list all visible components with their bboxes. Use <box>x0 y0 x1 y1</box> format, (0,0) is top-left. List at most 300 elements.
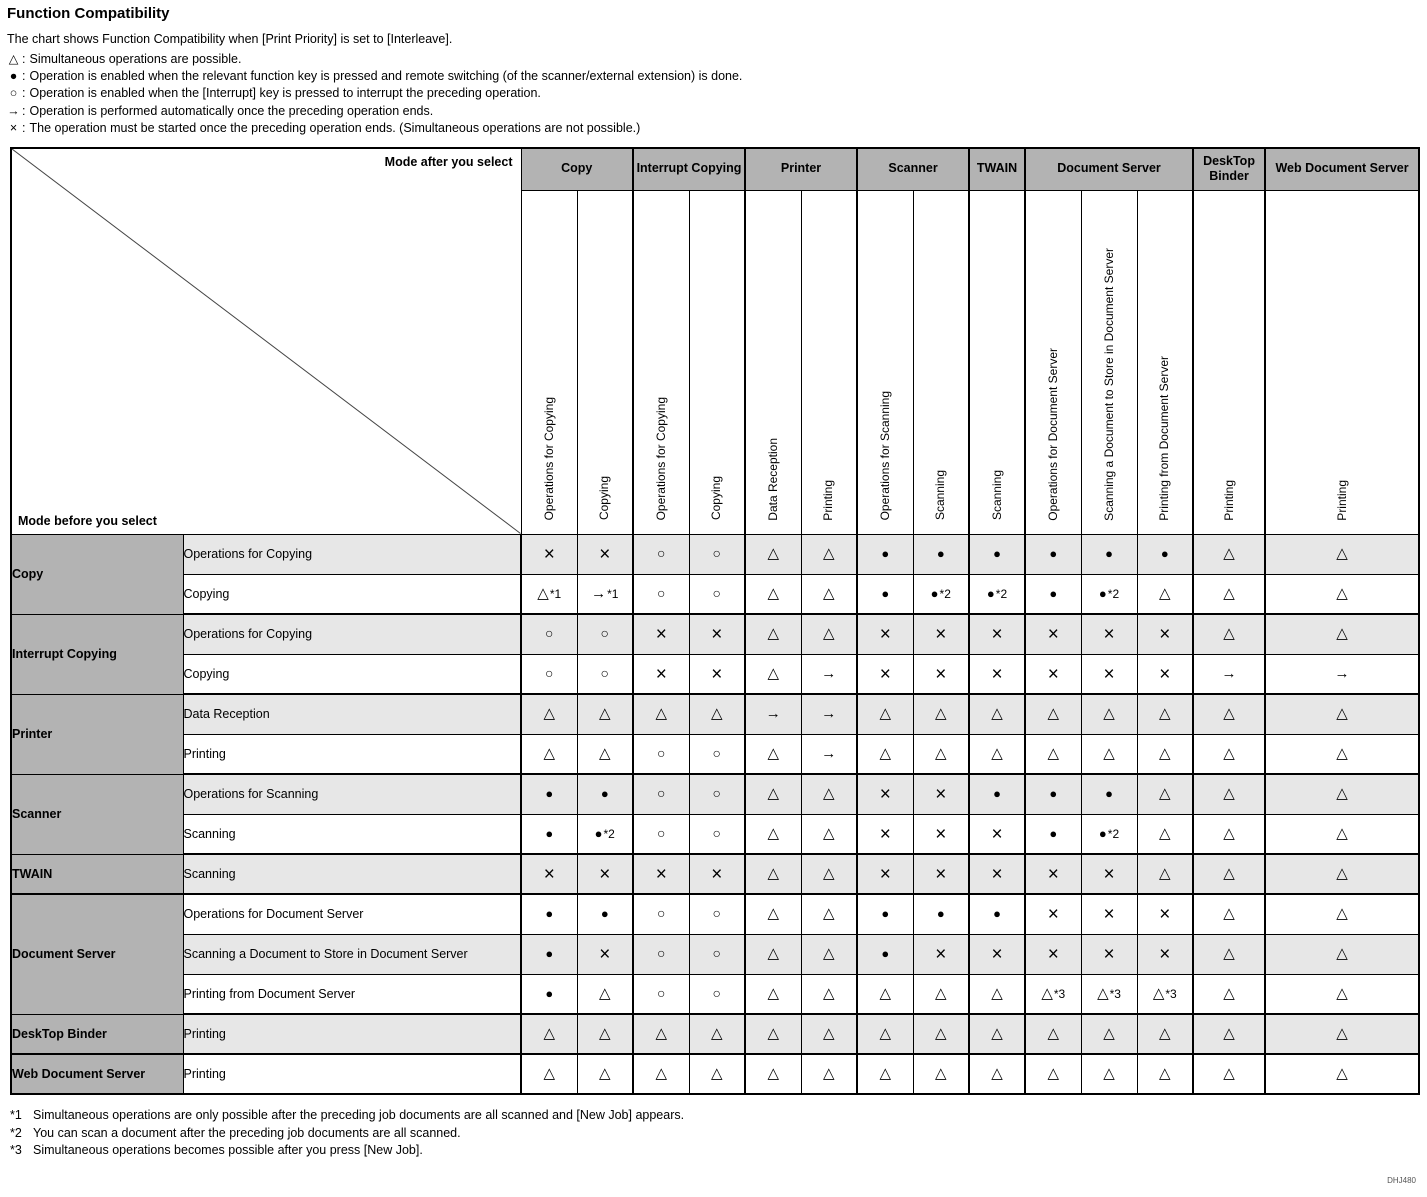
matrix-cell <box>1025 614 1081 654</box>
column-header-operations-for-scanning <box>857 190 913 534</box>
matrix-cell <box>857 1054 913 1094</box>
header-row <box>11 148 1419 190</box>
matrix-cell <box>969 574 1025 614</box>
compat-symbol-tri: △ <box>1223 865 1235 883</box>
compat-symbol-tri: △ <box>823 785 835 803</box>
compat-symbol-arr: → <box>821 705 837 723</box>
footnote-marker: *1 <box>10 1108 22 1123</box>
matrix-row <box>11 894 1419 934</box>
matrix-cell <box>633 1014 689 1054</box>
matrix-cell <box>521 1014 577 1054</box>
compat-symbol-tri: △ <box>1159 744 1171 762</box>
matrix-cell <box>801 734 857 774</box>
matrix-cell <box>857 974 913 1014</box>
compat-symbol-arr: → <box>1221 664 1237 682</box>
row-label: Operations for Copying <box>183 614 521 654</box>
compat-symbol-x: × <box>991 944 1003 966</box>
compat-symbol-dot: ● <box>545 985 554 1001</box>
compat-symbol-dot: ● <box>986 585 995 601</box>
compat-symbol-x: × <box>655 663 667 685</box>
matrix-cell <box>633 894 689 934</box>
compat-symbol-tri: △ <box>543 705 556 723</box>
matrix-row <box>11 974 1419 1014</box>
compat-symbol-circ: ○ <box>657 545 666 562</box>
matrix-cell <box>1081 614 1137 654</box>
matrix-cell <box>521 894 577 934</box>
compat-symbol-tri: △ <box>1159 824 1171 842</box>
compat-symbol-dot: ● <box>881 585 890 601</box>
compat-symbol-tri: △ <box>710 1025 723 1043</box>
document-code: DHJ480 <box>1387 1176 1416 1185</box>
matrix-cell <box>1193 854 1265 894</box>
matrix-cell <box>801 654 857 694</box>
compat-symbol-dot: ● <box>1098 825 1107 841</box>
compat-symbol-dot: ● <box>1049 546 1058 562</box>
compat-symbol-tri: △ <box>823 865 835 883</box>
compat-symbol-tri: △ <box>823 545 835 563</box>
compat-symbol-tri: △ <box>1159 1065 1171 1083</box>
matrix-cell <box>969 974 1025 1014</box>
matrix-cell <box>857 694 913 734</box>
matrix-cell <box>633 694 689 734</box>
compat-symbol-tri: △ <box>1097 984 1109 1002</box>
compat-symbol-tri: △ <box>991 1025 1003 1043</box>
matrix-cell <box>689 734 745 774</box>
compat-symbol-x: × <box>935 624 947 646</box>
matrix-cell <box>745 814 801 854</box>
matrix-cell <box>913 734 969 774</box>
matrix-cell <box>633 814 689 854</box>
matrix-cell <box>857 734 913 774</box>
row-group-document-server: Document Server <box>11 894 183 1014</box>
compat-symbol-dot: ● <box>600 786 609 802</box>
row-label: Operations for Document Server <box>183 894 521 934</box>
matrix-cell <box>577 814 633 854</box>
compat-symbol-dot: ● <box>936 546 945 562</box>
matrix-cell <box>1081 774 1137 814</box>
compat-symbol-dot: ● <box>881 946 890 962</box>
compat-symbol-tri: △ <box>767 865 780 883</box>
column-header-printing <box>801 190 857 534</box>
matrix-cell <box>1025 974 1081 1014</box>
compat-symbol-tri: △ <box>1336 1025 1348 1043</box>
compat-symbol-tri: △ <box>1047 744 1060 762</box>
legend-separator: : <box>22 86 26 101</box>
column-group-desktop-binder: DeskTop Binder <box>1193 148 1265 190</box>
compat-symbol-dot: ● <box>1160 546 1169 562</box>
compat-symbol-circ: ○ <box>545 625 554 642</box>
compat-symbol-x: × <box>935 823 947 845</box>
matrix-cell <box>1025 574 1081 614</box>
matrix-cell <box>1137 854 1193 894</box>
footnote-text: Simultaneous operations are only possible after the preceding job documents are all scanned and [New Job] appears. <box>33 1108 685 1123</box>
matrix-cell <box>689 1014 745 1054</box>
legend-separator: : <box>22 103 26 118</box>
matrix-cell <box>857 614 913 654</box>
compat-symbol-tri: △ <box>935 1025 947 1043</box>
row-label: Scanning <box>183 854 521 894</box>
matrix-cell <box>1025 534 1081 574</box>
compat-symbol-dot: ● <box>600 906 609 922</box>
compat-symbol-circ: ○ <box>657 945 666 962</box>
column-header-text: Printing <box>821 479 836 521</box>
compat-symbol-tri: △ <box>1336 945 1348 963</box>
row-label: Operations for Copying <box>183 534 521 574</box>
compat-symbol-x: × <box>1047 663 1059 685</box>
compat-symbol-tri: △ <box>1223 785 1235 803</box>
matrix-cell <box>1265 854 1419 894</box>
compat-symbol-x: × <box>991 624 1003 646</box>
compat-symbol-x: × <box>879 823 891 845</box>
compat-symbol-circ: ○ <box>657 744 666 761</box>
matrix-cell <box>1265 934 1419 974</box>
compat-symbol-x: × <box>879 624 891 646</box>
matrix-cell <box>1081 934 1137 974</box>
matrix-cell <box>521 774 577 814</box>
matrix-cell <box>745 934 801 974</box>
matrix-cell <box>801 894 857 934</box>
matrix-cell <box>745 974 801 1014</box>
legend-text: Operation is enabled when the relevant function key is pressed and remote switching (of the scanner/external extension) is done. <box>29 69 743 84</box>
matrix-cell <box>1193 574 1265 614</box>
legend-symbol: ● <box>9 69 18 84</box>
matrix-cell <box>1265 894 1419 934</box>
matrix-cell <box>521 694 577 734</box>
column-header-operations-for-copying <box>633 190 689 534</box>
compat-symbol-tri: △ <box>1159 1025 1171 1043</box>
compat-symbol-tri: △ <box>1223 1065 1235 1083</box>
compat-symbol-arr: → <box>765 705 781 723</box>
compat-symbol-tri: △ <box>879 1065 892 1083</box>
footnote <box>10 1142 1427 1160</box>
compat-symbol-x: × <box>879 864 891 886</box>
compat-symbol-tri: △ <box>1103 1065 1115 1083</box>
compat-symbol-tri: △ <box>1159 584 1171 602</box>
compat-symbol-circ: ○ <box>600 625 609 642</box>
compat-symbol-circ: ○ <box>657 984 666 1001</box>
compat-symbol-x: × <box>1047 864 1059 886</box>
legend-symbol: → <box>7 103 20 118</box>
matrix-cell <box>577 574 633 614</box>
compat-symbol-x: × <box>879 663 891 685</box>
matrix-cell <box>969 1054 1025 1094</box>
diagonal-corner-cell <box>11 148 521 534</box>
compat-symbol-dot: ● <box>930 585 939 601</box>
matrix-cell <box>969 1014 1025 1054</box>
column-group-printer: Printer <box>745 148 857 190</box>
matrix-cell <box>1025 894 1081 934</box>
compat-symbol-tri: △ <box>598 744 611 762</box>
compat-symbol-tri: △ <box>991 744 1003 762</box>
matrix-cell <box>745 774 801 814</box>
matrix-row <box>11 654 1419 694</box>
matrix-cell <box>913 694 969 734</box>
matrix-cell <box>689 854 745 894</box>
compat-symbol-circ: ○ <box>600 664 609 681</box>
matrix-cell <box>633 734 689 774</box>
row-group-printer: Printer <box>11 694 183 774</box>
footnote-ref: *1 <box>607 586 619 601</box>
matrix-cell <box>1137 694 1193 734</box>
matrix-cell <box>577 654 633 694</box>
compat-symbol-tri: △ <box>767 984 780 1002</box>
compat-symbol-tri: △ <box>655 1025 668 1043</box>
matrix-cell <box>913 534 969 574</box>
compat-symbol-dot: ● <box>594 825 603 841</box>
column-group-scanner: Scanner <box>857 148 969 190</box>
row-group-web-document-server: Web Document Server <box>11 1054 183 1094</box>
column-header-scanning-a-document-to-store-in-document-server <box>1081 190 1137 534</box>
column-group-twain: TWAIN <box>969 148 1025 190</box>
compat-symbol-circ: ○ <box>712 584 721 601</box>
matrix-cell <box>969 774 1025 814</box>
legend-item <box>7 85 1427 102</box>
matrix-cell <box>1193 734 1265 774</box>
compat-symbol-tri: △ <box>1223 705 1235 723</box>
matrix-row <box>11 814 1419 854</box>
compat-symbol-x: × <box>543 864 555 886</box>
compat-symbol-tri: △ <box>1223 945 1235 963</box>
footnote-ref: *1 <box>549 586 562 601</box>
column-header-operations-for-document-server <box>1025 190 1081 534</box>
compat-symbol-circ: ○ <box>657 584 666 601</box>
footnote-text: You can scan a document after the preceding job documents are all scanned. <box>33 1125 461 1140</box>
footnote-ref: *3 <box>1109 986 1121 1001</box>
compat-symbol-tri: △ <box>1103 705 1115 723</box>
compat-symbol-x: × <box>991 823 1003 845</box>
matrix-cell <box>913 854 969 894</box>
matrix-cell <box>969 854 1025 894</box>
compat-symbol-tri: △ <box>823 945 835 963</box>
column-header-text: Scanning a Document to Store in Document Server <box>1101 247 1116 521</box>
compat-symbol-x: × <box>599 544 611 566</box>
matrix-cell <box>801 614 857 654</box>
row-label: Data Reception <box>183 694 521 734</box>
column-header-text: Operations for Document Server <box>1045 347 1060 521</box>
compat-symbol-circ: ○ <box>712 905 721 922</box>
matrix-cell <box>1265 574 1419 614</box>
column-header-copying <box>577 190 633 534</box>
legend-separator: : <box>22 52 26 66</box>
compat-symbol-tri: △ <box>1223 545 1235 563</box>
intro-text: The chart shows Function Compatibility when [Print Priority] is set to [Interleave]. <box>7 32 453 46</box>
matrix-cell <box>521 614 577 654</box>
compat-symbol-tri: △ <box>1223 744 1235 762</box>
matrix-cell <box>633 574 689 614</box>
matrix-cell <box>689 654 745 694</box>
column-header-text: Scanning <box>989 470 1004 521</box>
matrix-cell <box>913 814 969 854</box>
compat-symbol-dot: ● <box>881 546 890 562</box>
matrix-cell <box>1137 894 1193 934</box>
matrix-cell <box>1025 654 1081 694</box>
compat-symbol-circ: ○ <box>657 905 666 922</box>
compat-symbol-tri: △ <box>1223 905 1235 923</box>
compat-symbol-tri: △ <box>991 705 1003 723</box>
matrix-cell <box>577 1054 633 1094</box>
compat-symbol-tri: △ <box>598 1065 611 1083</box>
row-label: Printing <box>183 1014 521 1054</box>
matrix-cell <box>1081 654 1137 694</box>
matrix-cell <box>969 814 1025 854</box>
compat-symbol-tri: △ <box>1159 865 1171 883</box>
matrix-cell <box>689 574 745 614</box>
column-header-text: Printing from Document Server <box>1157 355 1172 521</box>
compat-symbol-arr: → <box>821 664 837 682</box>
matrix-cell <box>913 894 969 934</box>
compat-symbol-x: × <box>655 864 667 886</box>
compat-symbol-tri: △ <box>823 984 835 1002</box>
matrix-cell <box>913 774 969 814</box>
compat-symbol-x: × <box>991 663 1003 685</box>
matrix-cell <box>1025 1054 1081 1094</box>
matrix-cell <box>1193 934 1265 974</box>
compat-symbol-tri: △ <box>1336 625 1348 643</box>
compat-symbol-x: × <box>599 864 611 886</box>
compat-symbol-tri: △ <box>767 905 780 923</box>
matrix-row <box>11 854 1419 894</box>
compat-symbol-tri: △ <box>935 984 947 1002</box>
matrix-cell <box>1265 774 1419 814</box>
legend-item <box>7 120 1427 137</box>
column-group-copy: Copy <box>521 148 633 190</box>
compat-symbol-x: × <box>935 864 947 886</box>
footnote <box>10 1125 1427 1143</box>
matrix-cell <box>801 974 857 1014</box>
row-group-desktop-binder: DeskTop Binder <box>11 1014 183 1054</box>
matrix-cell <box>633 614 689 654</box>
matrix-cell <box>1193 774 1265 814</box>
compat-symbol-tri: △ <box>823 625 835 643</box>
matrix-cell <box>1193 694 1265 734</box>
matrix-cell <box>969 534 1025 574</box>
footnote-marker: *3 <box>10 1143 22 1158</box>
matrix-cell <box>1081 1014 1137 1054</box>
matrix-cell <box>857 774 913 814</box>
column-header-copying <box>689 190 745 534</box>
compat-symbol-dot: ● <box>545 906 554 922</box>
compat-symbol-tri: △ <box>1047 1025 1060 1043</box>
compat-symbol-circ: ○ <box>712 545 721 562</box>
compat-symbol-x: × <box>1159 624 1171 646</box>
matrix-cell <box>1265 734 1419 774</box>
compat-symbol-x: × <box>711 663 723 685</box>
mode-after-label: Mode after you select <box>384 155 513 170</box>
matrix-cell <box>1193 534 1265 574</box>
matrix-cell <box>969 734 1025 774</box>
compat-symbol-tri: △ <box>1336 824 1348 842</box>
matrix-row <box>11 574 1419 614</box>
compat-symbol-x: × <box>1047 944 1059 966</box>
compat-symbol-tri: △ <box>1041 984 1053 1002</box>
footnote <box>10 1107 1427 1125</box>
footnote-ref: *3 <box>1165 986 1177 1001</box>
compat-symbol-tri: △ <box>1336 584 1348 602</box>
matrix-cell <box>1137 974 1193 1014</box>
compat-symbol-tri: △ <box>1336 705 1348 723</box>
compat-symbol-tri: △ <box>767 824 780 842</box>
compat-symbol-tri: △ <box>1223 984 1235 1002</box>
matrix-cell <box>857 654 913 694</box>
compat-symbol-tri: △ <box>1336 984 1348 1002</box>
matrix-cell <box>1137 774 1193 814</box>
matrix-cell <box>1193 814 1265 854</box>
matrix-cell <box>969 694 1025 734</box>
compat-symbol-dot: ● <box>993 546 1001 562</box>
compat-symbol-circ: ○ <box>712 824 721 841</box>
compat-symbol-tri: △ <box>1336 865 1348 883</box>
compat-symbol-tri: △ <box>1047 1065 1060 1083</box>
compat-symbol-tri: △ <box>1223 625 1235 643</box>
compat-symbol-tri: △ <box>1047 705 1060 723</box>
compat-symbol-x: × <box>599 944 611 966</box>
compat-symbol-circ: ○ <box>712 785 721 802</box>
matrix-cell <box>1081 854 1137 894</box>
compat-symbol-arr: → <box>821 744 837 762</box>
compat-symbol-dot: ● <box>1098 585 1107 601</box>
matrix-cell <box>1137 614 1193 654</box>
matrix-cell <box>689 614 745 654</box>
legend-item <box>7 103 1427 120</box>
column-header-operations-for-copying <box>521 190 577 534</box>
matrix-cell <box>1137 534 1193 574</box>
compat-symbol-x: × <box>711 864 723 886</box>
legend-item <box>7 68 1427 85</box>
compat-symbol-tri: △ <box>823 1025 835 1043</box>
matrix-cell <box>1081 974 1137 1014</box>
compat-symbol-tri: △ <box>1223 824 1235 842</box>
column-header-text: Scanning <box>933 470 948 521</box>
matrix-cell <box>1081 1054 1137 1094</box>
matrix-cell <box>1193 1014 1265 1054</box>
matrix-cell <box>1265 1054 1419 1094</box>
legend <box>7 51 1427 137</box>
matrix-cell <box>577 854 633 894</box>
matrix-cell <box>1025 854 1081 894</box>
matrix-cell <box>1137 1054 1193 1094</box>
matrix-cell <box>1265 814 1419 854</box>
matrix-cell <box>801 934 857 974</box>
compat-symbol-tri: △ <box>1159 705 1171 723</box>
compat-symbol-tri: △ <box>1223 584 1235 602</box>
matrix-cell <box>633 654 689 694</box>
legend-separator: : <box>22 120 26 135</box>
matrix-cell <box>857 814 913 854</box>
legend-symbol: △ <box>8 52 19 66</box>
legend-separator: : <box>22 69 26 84</box>
compat-symbol-tri: △ <box>823 584 835 602</box>
row-label: Printing from Document Server <box>183 974 521 1014</box>
matrix-cell <box>857 534 913 574</box>
matrix-cell <box>801 694 857 734</box>
matrix-row <box>11 934 1419 974</box>
column-header-data-reception <box>745 190 801 534</box>
matrix-cell <box>913 574 969 614</box>
matrix-cell <box>633 534 689 574</box>
compat-symbol-x: × <box>1103 624 1115 646</box>
matrix-cell <box>521 574 577 614</box>
compat-symbol-tri: △ <box>598 984 611 1002</box>
compat-symbol-x: × <box>1159 904 1171 926</box>
matrix-cell <box>801 814 857 854</box>
compat-symbol-x: × <box>1103 944 1115 966</box>
compat-symbol-x: × <box>935 663 947 685</box>
matrix-cell <box>801 854 857 894</box>
compat-symbol-tri: △ <box>543 1025 556 1043</box>
matrix-cell <box>521 734 577 774</box>
compat-symbol-arr: → <box>591 584 607 602</box>
column-group-interrupt-copying: Interrupt Copying <box>633 148 745 190</box>
